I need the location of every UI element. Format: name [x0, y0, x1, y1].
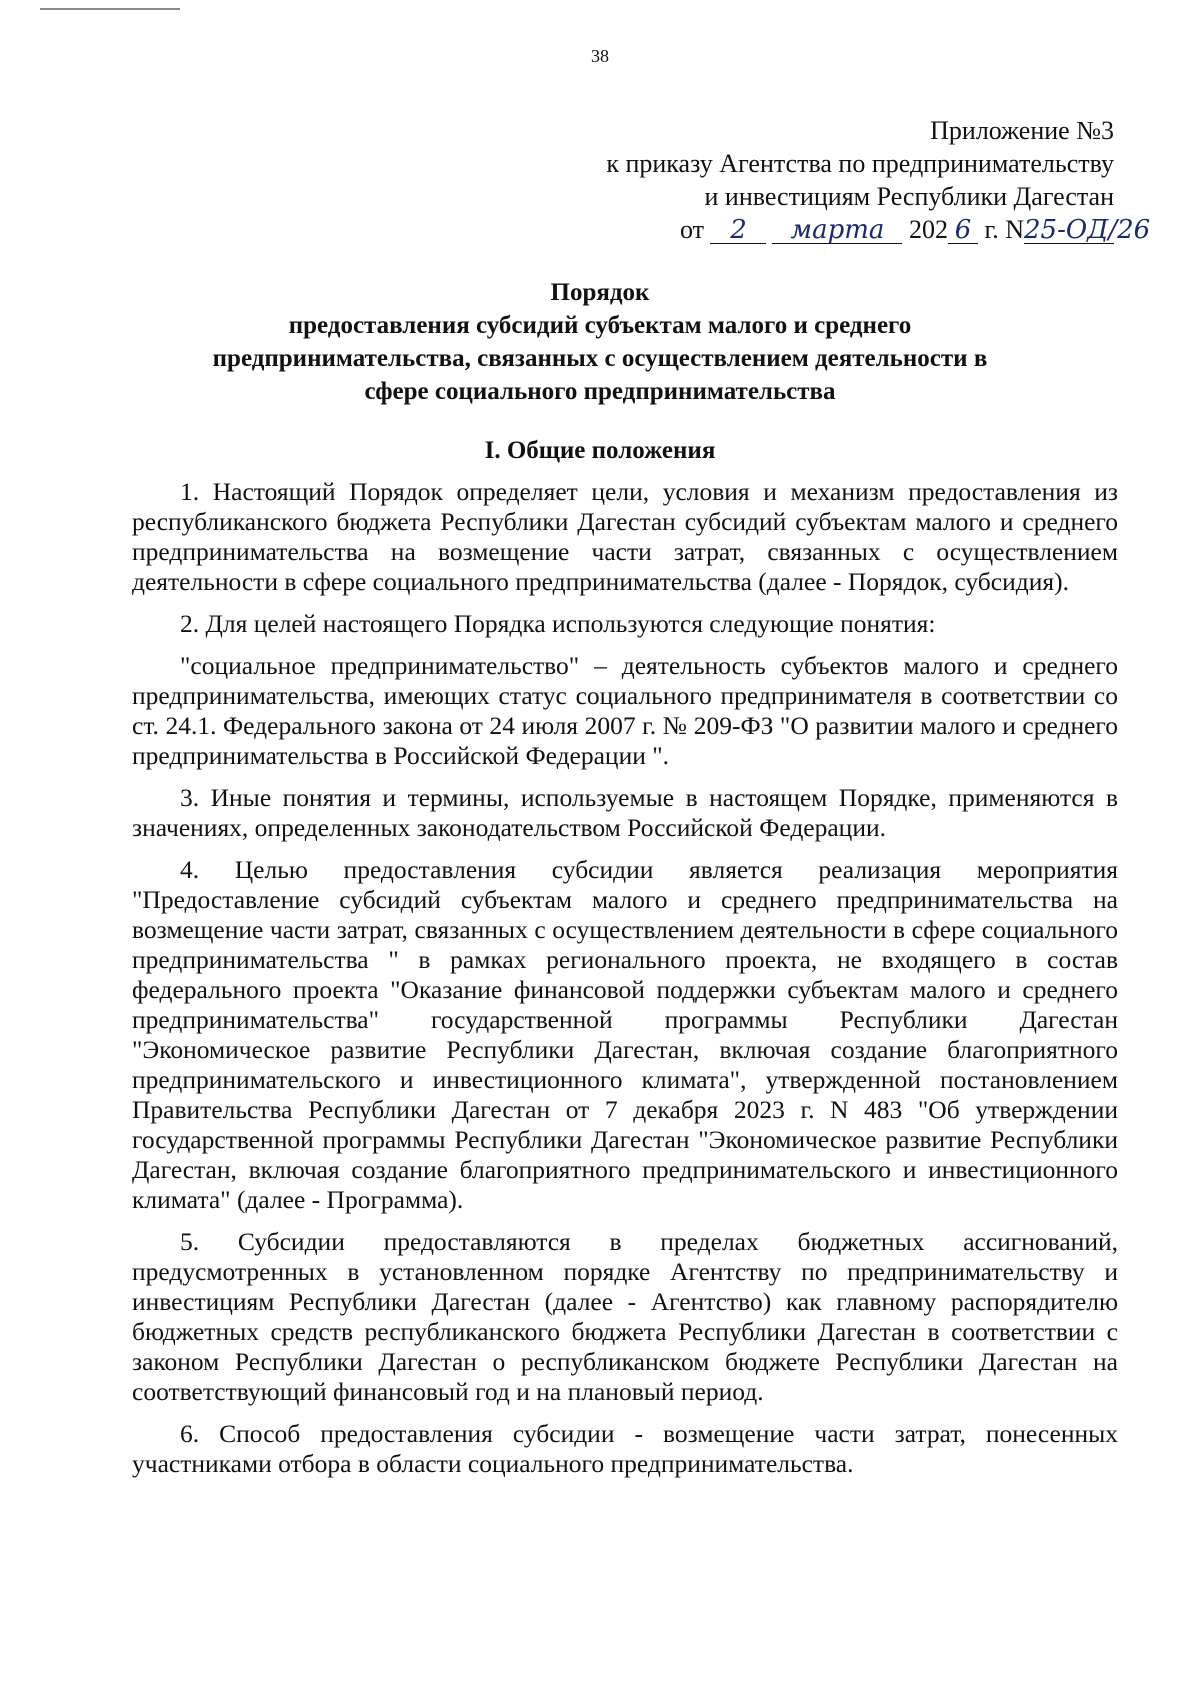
- appendix-order-ref: к приказу Агентства по предпринимательству: [606, 149, 1114, 178]
- appendix-label: Приложение №3: [930, 116, 1114, 145]
- paragraph-2: 2. Для целей настоящего Порядка используются следующие понятия:: [180, 609, 936, 638]
- title-line-1: Порядок: [550, 279, 650, 306]
- paragraph-5: 5. Субсидии предоставляются в пределах бюджетных ассигнований, предусмотренных в установленном порядке Агентству по предпринимательству и инвестициям Республики Дагестан (далее - Агентство) как главному распорядителю бюджетных средств республиканского бюджета Республики Дагестан в соответствии с законом Республики Дагестан о республиканском бюджете Республики Дагестан на соответствующий финансовый год и на плановый период.: [132, 1227, 1118, 1406]
- order-number-handwritten: 25-ОД/26: [1024, 215, 1151, 245]
- title-line-4: сфере социального предпринимательства: [364, 378, 836, 405]
- paragraph-4: 4. Целью предоставления субсидии является реализация мероприятия "Предоставление субсидий субъектам малого и среднего предпринимательства на возмещение части затрат, связанных с осуществлением деятельности в сфере социального предпринимательства " в рамках регионального проекта, не входящего в состав федерального проекта "Оказание финансовой поддержки субъектам малого и среднего предпринимательства" государственной программы Республики Дагестан "Экономическое развитие Республики Дагестан, включая создание благоприятного предпринимательского и инвестиционного климата", утвержденной постановлением Правительства Республики Дагестан от 7 декабря 2023 г. N 483 "Об утверждении государственной программы Республики Дагестан "Экономическое развитие Республики Дагестан, включая создание благоприятного предпринимательского и инвестиционного климата" (далее - Программа).: [132, 855, 1118, 1214]
- date-month-handwritten: марта: [772, 217, 902, 244]
- appendix-header: [606, 114, 1151, 246]
- scan-edge-mark: [40, 8, 180, 10]
- title-line-2: предоставления субсидий субъектам малого и среднего: [288, 312, 912, 339]
- document-body: [132, 477, 1118, 1491]
- year-prefix: 202: [908, 215, 948, 244]
- title-line-3: предпринимательства, связанных с осуществлением деятельности в: [212, 345, 988, 372]
- order-number-prefix: г. N: [984, 215, 1024, 244]
- appendix-agency: и инвестициям Республики Дагестан: [704, 182, 1114, 211]
- page-number: 38: [591, 46, 609, 66]
- paragraph-definition: "социальное предпринимательство" – деятельность субъектов малого и среднего предпринимательства, имеющих статус социального предпринимателя в соответствии со ст. 24.1. Федерального закона от 24 июля 2007 г. № 209-ФЗ "О развитии малого и среднего предпринимательства в Российской Федерации ".: [132, 651, 1118, 770]
- date-day-handwritten: 2: [710, 217, 766, 244]
- date-prefix: от: [679, 215, 704, 244]
- paragraph-3: 3. Иные понятия и термины, используемые в настоящем Порядке, применяются в значениях, определенных законодательством Российской Федерации.: [132, 783, 1118, 842]
- appendix-date-line: [606, 213, 1151, 246]
- section-heading: I. Общие положения: [484, 437, 716, 464]
- paragraph-1: 1. Настоящий Порядок определяет цели, условия и механизм предоставления из республиканского бюджета Республики Дагестан субсидий субъектам малого и среднего предпринимательства на возмещение части затрат, связанных с осуществлением деятельности в сфере социального предпринимательства (далее - Порядок, субсидия).: [132, 477, 1118, 596]
- year-digit-handwritten: 6: [948, 217, 978, 244]
- paragraph-6: 6. Способ предоставления субсидии - возмещение части затрат, понесенных участниками отбора в области социального предпринимательства.: [132, 1419, 1118, 1478]
- document-title: [0, 276, 1200, 408]
